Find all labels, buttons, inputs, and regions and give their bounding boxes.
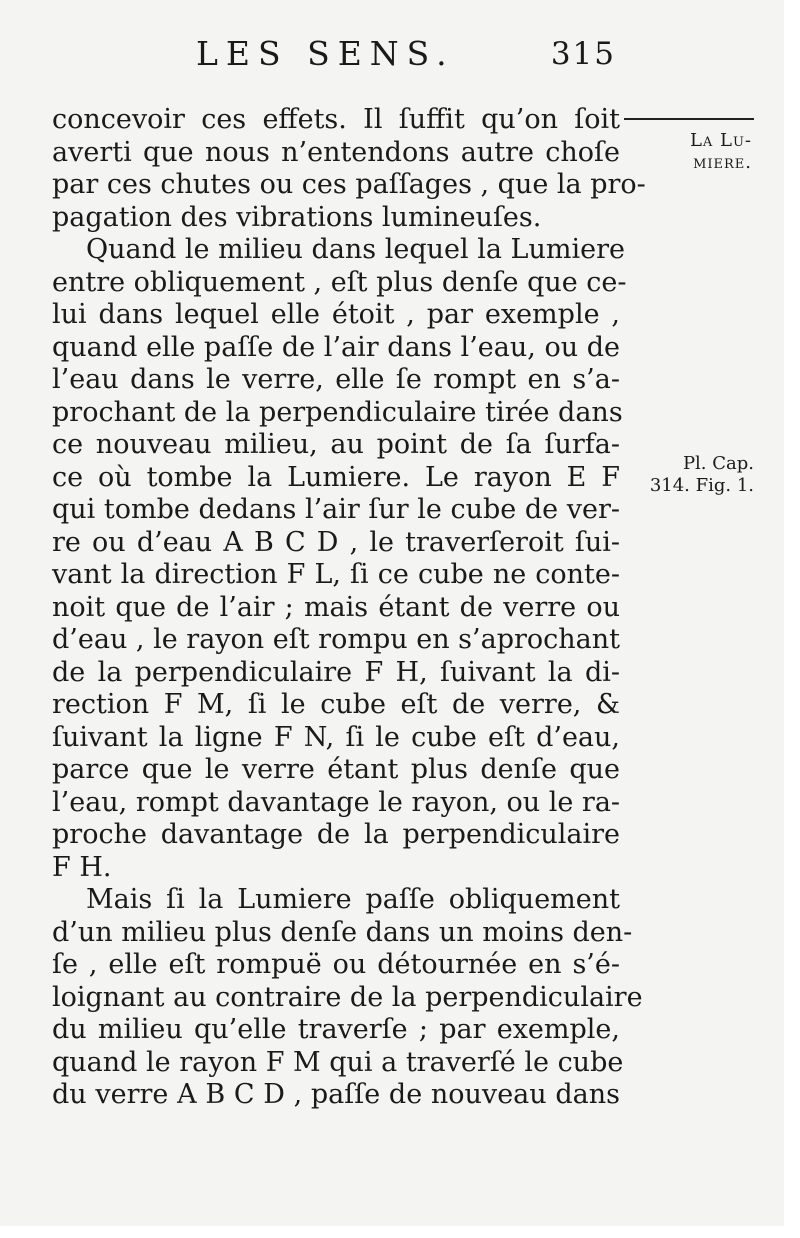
text-line: l’eau dans le verre, elle ſe rompt en s’a- bbox=[52, 364, 620, 395]
text-line: parce que le verre étant plus denſe que bbox=[52, 754, 620, 785]
text-line: ce où tombe la Lumiere. Le rayon E F bbox=[52, 461, 620, 493]
text-line: ſe , elle eſt rompuë ou détournée en s’é- bbox=[52, 949, 620, 980]
text-line: averti que nous n’entendons autre choſe bbox=[52, 136, 620, 168]
text-line: l’eau, rompt davantage le rayon, ou le ra- bbox=[52, 786, 621, 818]
text-line: de la perpendiculaire F H, ſuivant la di- bbox=[52, 656, 620, 688]
text-line: ce nouveau milieu, au point de ſa ſurfa- bbox=[52, 429, 620, 460]
text-line: proche davantage de la perpendiculaire bbox=[52, 819, 620, 850]
body-text bbox=[52, 104, 646, 1112]
margin-note-figure-line-1: Pl. Cap. bbox=[682, 453, 754, 474]
text-line: loignant au contraire de la perpendiculaire bbox=[52, 981, 643, 1013]
text-line: qui tombe dedans l’air ſur le cube de ver- bbox=[52, 494, 620, 525]
text-line: lui dans lequel elle étoit , par exemple , bbox=[52, 299, 620, 330]
text-line: pagation des vibrations lumineuſes. bbox=[52, 201, 542, 233]
margin-note-topic-line-2: miere. bbox=[693, 152, 752, 173]
text-line: vant la direction F L, ſi ce cube ne conte- bbox=[52, 559, 620, 590]
margin-note-figure-line-2: 314. Fig. 1. bbox=[649, 475, 754, 496]
margin-note-topic-line-1: La Lu- bbox=[689, 130, 752, 151]
text-line: Quand le milieu dans lequel la Lumiere bbox=[86, 234, 625, 265]
text-line: quand elle paſſe de l’air dans l’eau, ou de bbox=[52, 331, 620, 363]
margin-note-figure-reference bbox=[624, 453, 754, 497]
page-number: 315 bbox=[550, 36, 616, 72]
text-line: noit que de l’air ; mais étant de verre ou bbox=[52, 591, 620, 623]
margin-note-topic bbox=[626, 130, 752, 174]
page-header bbox=[196, 28, 616, 78]
text-line: entre obliquement , eſt plus denſe que ce- bbox=[52, 266, 627, 298]
text-line: du milieu qu’elle traverſe ; par exemple, bbox=[52, 1014, 620, 1045]
text-line: d’un milieu plus denſe dans un moins den- bbox=[52, 916, 633, 948]
text-line: F H. bbox=[52, 851, 112, 883]
running-head: LES SENS. bbox=[196, 34, 455, 73]
margin-rule bbox=[624, 118, 754, 120]
text-line: rection F M, ſi le cube eſt de verre, & bbox=[52, 689, 620, 720]
text-line: Mais ſi la Lumiere paſſe obliquement bbox=[86, 884, 620, 915]
text-line: par ces chutes ou ces paſſages , que la pro- bbox=[52, 169, 646, 200]
text-line: du verre A B C D , paſſe de nouveau dans bbox=[52, 1079, 620, 1110]
text-line: quand le rayon F M qui a traverſé le cube bbox=[52, 1046, 624, 1078]
text-line: d’eau , le rayon eſt rompu en s’aprochant bbox=[52, 624, 620, 655]
text-line: re ou d’eau A B C D , le traverſeroit ſui- bbox=[52, 526, 620, 558]
text-line: prochant de la perpendiculaire tirée dans bbox=[52, 396, 623, 428]
text-line: concevoir ces effets. Il ſuffit qu’on ſoit bbox=[52, 104, 620, 135]
text-line: ſuivant la ligne F N, ſi le cube eſt d’eau, bbox=[52, 721, 620, 753]
